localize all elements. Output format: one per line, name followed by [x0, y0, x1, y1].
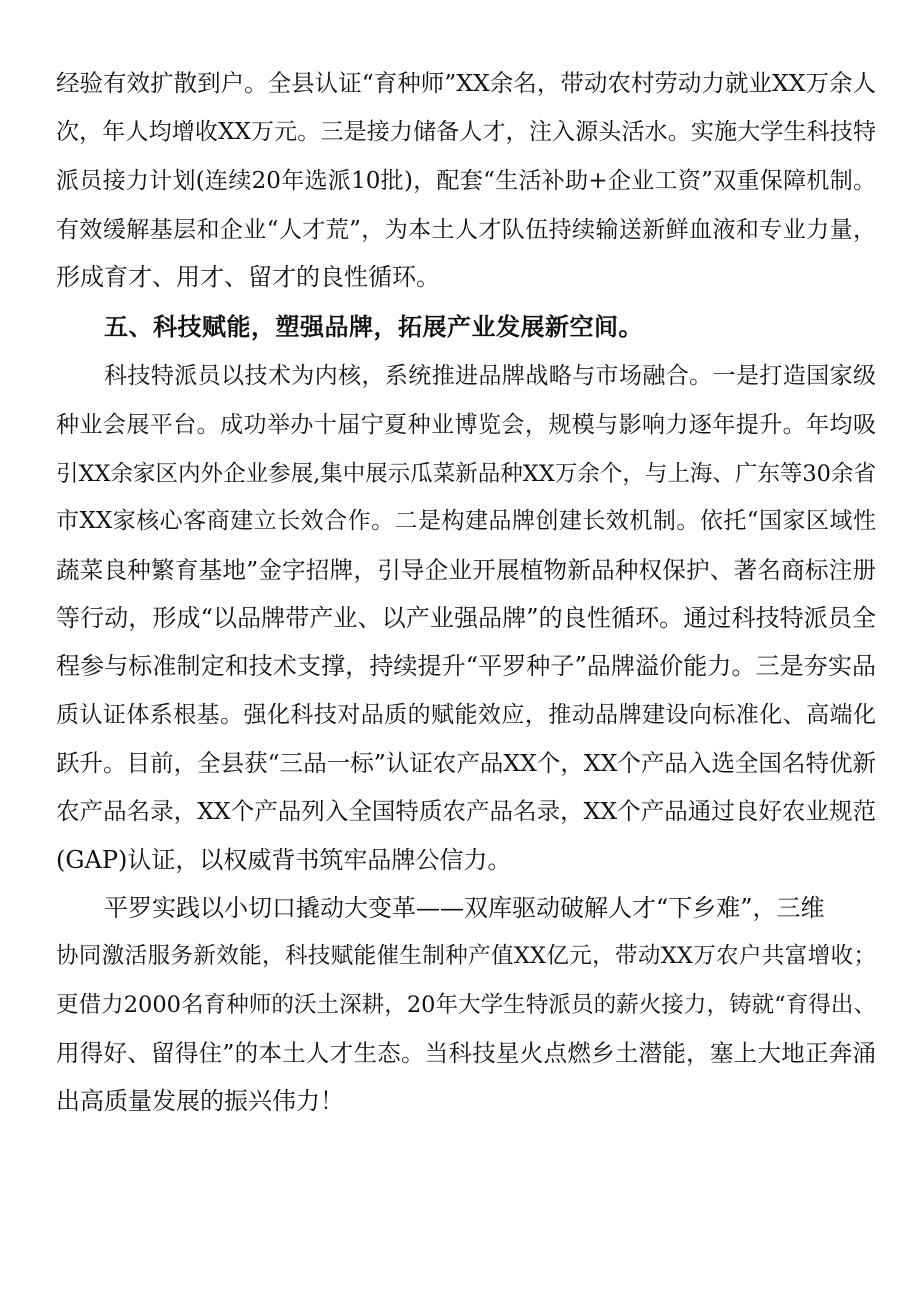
paragraph-3-line-4: 用得好、留得住”的本土人才生态。当科技星火点燃乡土潜能，塞上大地正奔涌 — [56, 1039, 876, 1067]
paragraph-2-line-7: 程参与标准制定和技术支撑，持续提升“平罗种子”品牌溢价能力。三是夯实品 — [56, 652, 876, 680]
paragraph-3-line-5: 出高质量发展的振兴伟力！ — [56, 1087, 344, 1115]
paragraph-2-line-3: 引XX余家区内外企业参展,集中展示瓜菜新品种XX万余个，与上海、广东等30余省 — [56, 461, 876, 487]
paragraph-1-line-1: 经验有效扩散到户。全县认证“育种师”XX余名，带动农村劳动力就业XX万余人 — [56, 69, 876, 97]
paragraph-2-line-1: 科技特派员以技术为内核，系统推进品牌战略与市场融合。一是打造国家级 — [104, 363, 876, 389]
paragraph-3-line-2: 协同激活服务新效能，科技赋能催生制种产值XX亿元，带动XX万农户共富增收； — [56, 943, 876, 969]
paragraph-2-line-4: 市XX家核心客商建立长效合作。二是构建品牌创建长效机制。依托“国家区域性 — [56, 508, 876, 534]
paragraph-2-line-2: 种业会展平台。成功举办十届宁夏种业博览会，规模与影响力逐年提升。年均吸 — [56, 412, 876, 438]
paragraph-2-line-11: (GAP)认证，以权威背书筑牢品牌公信力。 — [56, 846, 512, 874]
paragraph-1-line-5: 形成育才、用才、留才的良性循环。 — [56, 263, 440, 291]
paragraph-1-line-2: 次，年人均增收XX万元。三是接力储备人才，注入源头活水。实施大学生科技特 — [56, 119, 876, 145]
paragraph-2-line-6: 等行动，形成“以品牌带产业、以产业强品牌”的良性循环。通过科技特派员全 — [56, 604, 876, 632]
paragraph-1-line-3: 派员接力计划(连续20年选派10批)，配套“生活补助+企业工资”双重保障机制。 — [56, 168, 876, 194]
paragraph-2-line-9: 跃升。目前，全县获“三品一标”认证农产品XX个，XX个产品入选全国名特优新 — [56, 749, 876, 777]
paragraph-1-line-4: 有效缓解基层和企业“人才荒”，为本土人才队伍持续输送新鲜血液和专业力量， — [56, 217, 876, 243]
paragraph-2-line-8: 质认证体系根基。强化科技对品质的赋能效应，推动品牌建设向标准化、高端化 — [56, 702, 876, 728]
paragraph-3-line-3: 更借力2000名育种师的沃土深耕，20年大学生特派员的薪火接力，铸就“育得出、 — [56, 992, 876, 1018]
paragraph-2-line-5: 蔬菜良种繁育基地”金字招牌，引导企业开展植物新品种权保护、著名商标注册 — [56, 556, 876, 584]
paragraph-3-line-1: 平罗实践以小切口撬动大变革——双库驱动破解人才“下乡难”，三维 — [104, 894, 825, 922]
section-heading-5: 五、科技赋能，塑强品牌，拓展产业发展新空间。 — [104, 313, 643, 341]
paragraph-2-line-10: 农产品名录，XX个产品列入全国特质农产品名录，XX个产品通过良好农业规范 — [56, 797, 876, 825]
